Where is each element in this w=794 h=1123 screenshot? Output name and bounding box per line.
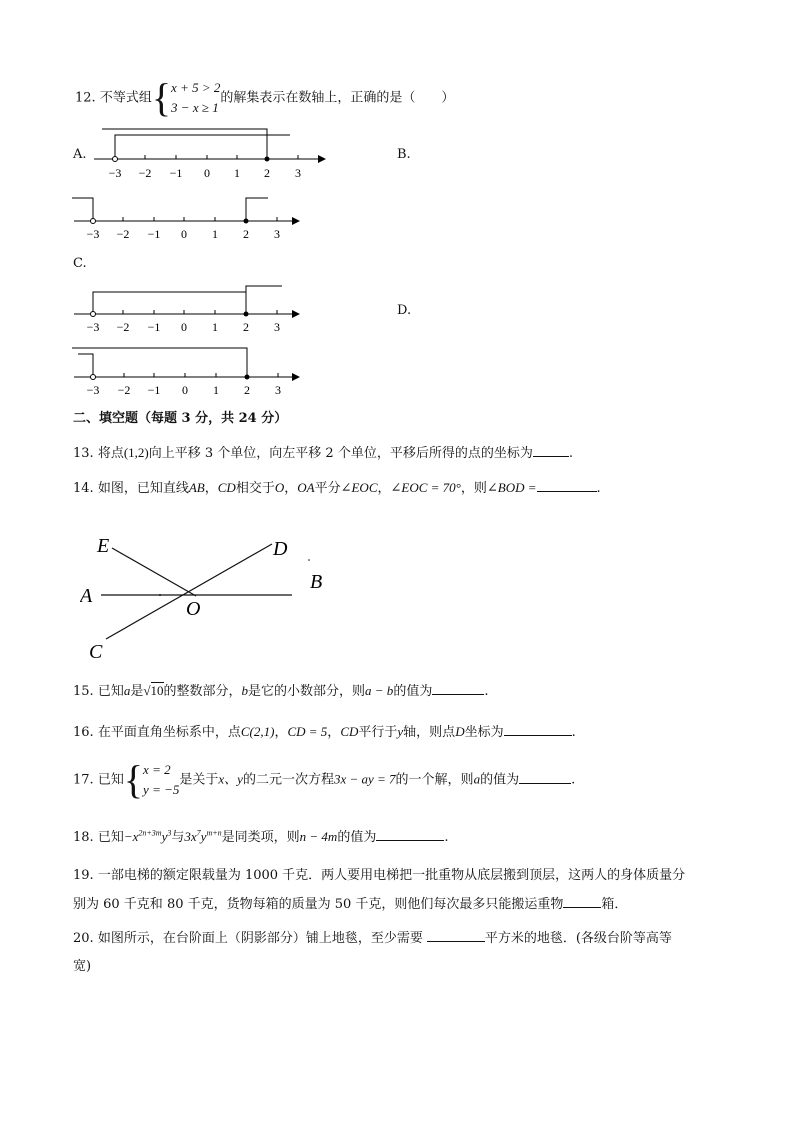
q20-line1: 20. 如图所示，在台阶面上（阴影部分）铺上地毯，至少需要 平方米的地毯．(各级台阶等高等 — [73, 931, 672, 946]
svg-text:O: O — [186, 598, 201, 620]
svg-text:2: 2 — [244, 383, 250, 397]
svg-text:B: B — [310, 571, 323, 593]
svg-text:3: 3 — [274, 227, 280, 241]
question-number: 12. — [75, 90, 96, 106]
number-line-a — [90, 125, 330, 180]
number-line-b — [70, 188, 310, 243]
svg-text:−2: −2 — [116, 227, 130, 241]
q15: 15. 已知a是√10的整数部分，b是它的小数部分，则a − b的值为 . — [73, 683, 489, 699]
ticks — [115, 155, 298, 159]
solution-system: x = 2 y = −5 — [143, 762, 180, 797]
q19-line2: 别为 60 千克和 80 千克，货物每箱的质量为 50 千克，则他们每次最多只能搬运重物 箱． — [73, 897, 628, 912]
svg-text:−1: −1 — [147, 320, 161, 334]
option-d-label: D. — [397, 303, 412, 318]
svg-text:C: C — [89, 641, 103, 663]
q20-line2: 宽) — [73, 959, 92, 974]
svg-text:0: 0 — [182, 383, 188, 397]
option-c-label: C. — [73, 256, 87, 271]
option-a-label: A. — [73, 147, 87, 162]
section-title: 二、填空题（每题 3 分，共 24 分） — [73, 411, 288, 426]
number-line-d — [70, 342, 310, 397]
q18: 18. 已知$-x^{2n+3m}y^3$与$3x^7y^{m+n}$是同类项，则n − 4m的值为 . — [73, 828, 449, 845]
svg-text:3: 3 — [295, 166, 301, 180]
svg-text:1: 1 — [234, 166, 240, 180]
svg-text:2: 2 — [243, 320, 249, 334]
svg-text:−2: −2 — [138, 166, 152, 180]
q17: 17. 已知{x = 2 y = −5是关于x、y的二元一次方程3x − ay = 7的一个解，则a的值为 . — [73, 757, 576, 802]
svg-text:−3: −3 — [86, 320, 100, 334]
svg-text:3: 3 — [275, 383, 281, 397]
svg-text:−1: −1 — [169, 166, 183, 180]
svg-text:3: 3 — [274, 320, 280, 334]
svg-text:1: 1 — [212, 227, 218, 241]
q13: 13. 将点(1,2)向上平移 3 个单位，向左平移 2 个单位，平移后所得的点的坐标为 . — [73, 445, 573, 461]
q12-stem: 12. 不等式组{x + 5 > 2 3 − x ≥ 1的解集表示在数轴上，正确的是（ ） — [75, 75, 455, 120]
intersecting-lines-figure — [80, 530, 340, 665]
svg-text:−1: −1 — [147, 227, 161, 241]
svg-text:0: 0 — [181, 227, 187, 241]
option-b-label: B. — [397, 147, 411, 162]
svg-text:1: 1 — [213, 383, 219, 397]
svg-text:0: 0 — [181, 320, 187, 334]
svg-text:−3: −3 — [86, 227, 100, 241]
svg-text:−2: −2 — [116, 320, 130, 334]
number-line-c — [70, 280, 310, 335]
q16: 16. 在平面直角坐标系中，点C(2,1)，CD = 5，CD平行于y轴，则点D坐标为 . — [73, 724, 576, 740]
inequality-system: x + 5 > 2 3 − x ≥ 1 — [171, 80, 221, 115]
svg-text:1: 1 — [212, 320, 218, 334]
svg-text:2: 2 — [243, 227, 249, 241]
q19-line1: 19. 一部电梯的额定限载量为 1000 千克．两人要用电梯把一批重物从底层搬到顶层，这两人的身体质量分 — [73, 868, 686, 883]
svg-text:0: 0 — [204, 166, 210, 180]
svg-text:2: 2 — [264, 166, 270, 180]
svg-text:D: D — [273, 538, 288, 560]
svg-text:−2: −2 — [117, 383, 131, 397]
svg-text:−3: −3 — [86, 383, 100, 397]
svg-text:E: E — [97, 535, 110, 557]
q14: 14. 如图，已知直线AB，CD相交于O，OA平分∠EOC，∠EOC = 70°，则∠BOD = . — [73, 480, 601, 496]
svg-text:−1: −1 — [147, 383, 161, 397]
svg-text:−3: −3 — [108, 166, 122, 180]
svg-text:A: A — [80, 585, 93, 607]
